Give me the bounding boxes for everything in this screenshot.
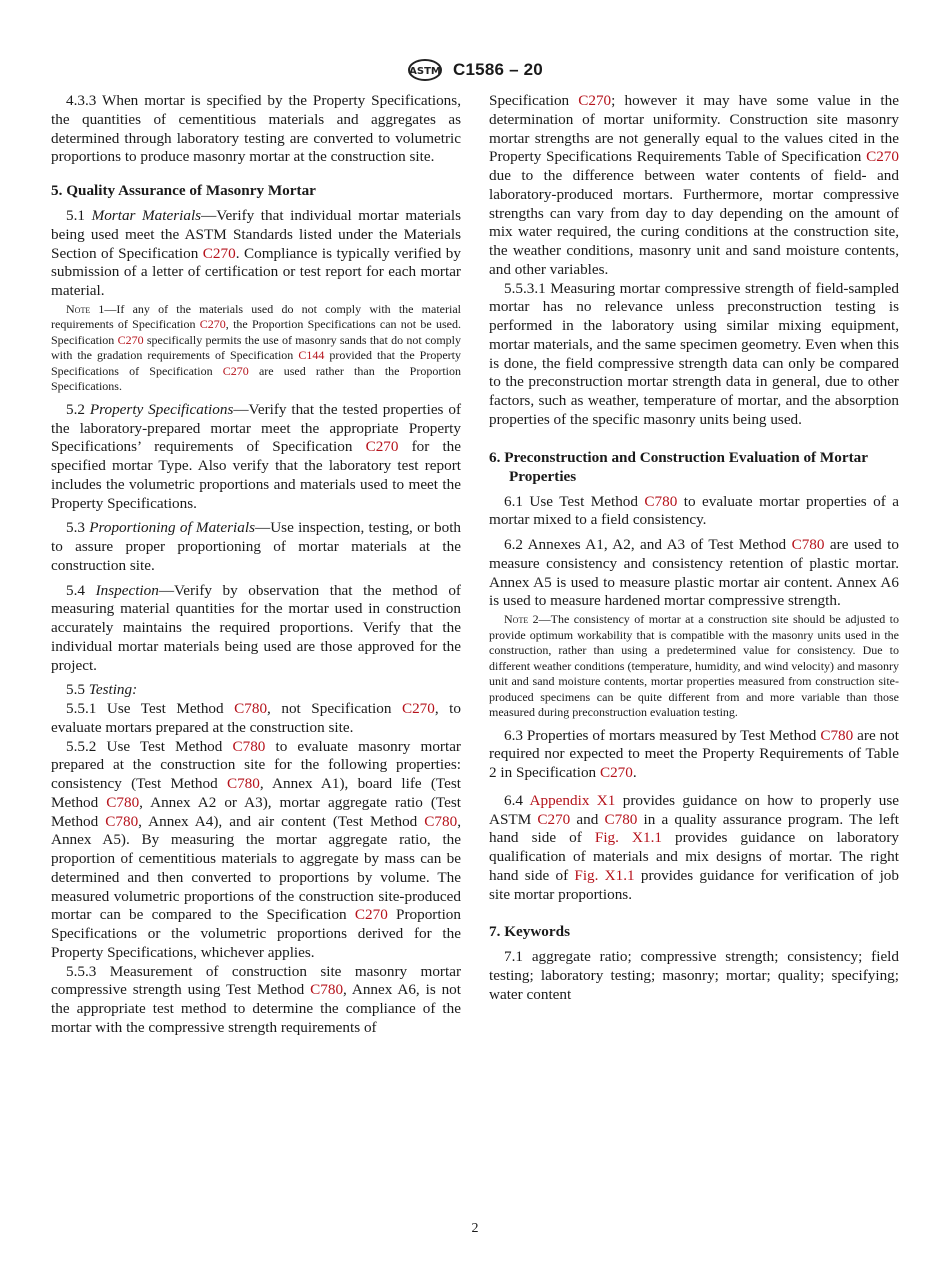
ref-link-fig-x1-1[interactable]: Fig. X1.1 <box>594 829 662 847</box>
ref-link-c780[interactable]: C780 <box>644 492 678 510</box>
para-5-5-3-1: 5.5.3.1 Measuring mortar compressive strength of field-sampled mortar has no relevance unless preconstruction testing is performed in the laboratory using similar mixing equipment, mortar materials, and the same specimen geometry. Even when this is done, the field compressive strength data can only be compared to the preconstruction mortar strength data in general, due to other factors, such as weather, temperature of mortar, and the absorption properties of the specific masonry units being used. <box>489 279 899 428</box>
ref-link-c270[interactable]: C270 <box>537 810 571 828</box>
ref-link-c270[interactable]: C270 <box>578 92 612 109</box>
ref-link-c780[interactable]: C780 <box>310 981 344 999</box>
ref-link-c780[interactable]: C780 <box>232 737 266 755</box>
ref-link-c270[interactable]: C270 <box>354 906 388 924</box>
ref-link-c270[interactable]: C270 <box>199 317 226 332</box>
para-6-4: 6.4 Appendix X1 provides guidance on how to properly use ASTM C270 and C780 in a quality assurance program. The left hand side of Fig. X1.1 provides guidance on laboratory qualification of materials and mix designs of mortar. The right hand side of Fig. X1.1 provides guidance for verification of job site mortar proportions. <box>489 791 899 903</box>
page-header <box>0 58 950 82</box>
logo-text: ASTM <box>409 66 441 77</box>
ref-link-c780[interactable]: C780 <box>105 812 139 830</box>
ref-link-c780[interactable]: C780 <box>226 775 260 792</box>
para-5-5-3: 5.5.3 Measurement of construction site masonry mortar compressive strength using Test Method C780, Annex A6, is not the appropriate test method to determine the compliance of the mortar with the compressive strength requirements of <box>51 962 461 1036</box>
ref-link-c780[interactable]: C780 <box>604 810 638 828</box>
para-5-5-3-continued: Specification C270; however it may have some value in the determination of mortar uniformity. Construction site masonry mortar strengths are not generally equal to the values cited in the Property Specifications Requirements Table of Specification C270 due to the difference between water contents of field- and laboratory-produced mortars. Furthermore, mortar compressive strengths can vary from day to day depending on the amount of mix water required, the curing conditions at the construction site, the weather conditions, masonry unit and sand moisture contents, and other variables. <box>489 92 899 278</box>
para-5-5: 5.5 Testing: <box>66 681 138 699</box>
ref-link-c144[interactable]: C144 <box>298 348 325 363</box>
ref-link-c780[interactable]: C780 <box>106 793 140 811</box>
section-7-heading: 7. Keywords <box>489 923 570 941</box>
para-5-4: 5.4 Inspection—Verify by observation that the method of measuring material quantities for the mortar used in construction accurately maintains the required proportions. Verify that the individual mortar materials being used are those approved for the project. <box>51 581 461 674</box>
ref-link-c780[interactable]: C780 <box>791 536 825 553</box>
ref-link-c270[interactable]: C270 <box>202 244 236 262</box>
section-6-heading: 6. Preconstruction and Construction Evaluation of Mortar Properties <box>489 448 868 485</box>
para-5-1: 5.1 Mortar Materials—Verify that individual mortar materials being used meet the ASTM Standards listed under the Materials Section of Specification C270. Compliance is typically verified by submission of a letter of certification or test report for each mortar material. <box>51 207 461 299</box>
ref-link-c270[interactable]: C270 <box>401 700 435 717</box>
left-column <box>51 92 461 1038</box>
note-1: Note 1—If any of the materials used do not comply with the material requirements of Specification C270, the Proportion Specifications can not be used. Specification C270 specifically permits the use of masonry sands that do not comply with the gradation requirements of Specification C144 provided that the Property Specifications of Specification C270 are used rather than the Proportion Specifications. <box>51 301 461 394</box>
section-5-heading: 5. Quality Assurance of Masonry Mortar <box>51 182 316 199</box>
ref-link-c270[interactable]: C270 <box>599 764 633 781</box>
para-4-3-3: 4.3.3 When mortar is specified by the Property Specifications, the quantities of cementitious materials and aggregates as determined through laboratory testing are converted to volumetric proportions to produce masonry mortar at the construction site. <box>51 92 461 166</box>
para-5-5-2: 5.5.2 Use Test Method C780 to evaluate masonry mortar prepared at the construction site for the following properties: consistency (Test Method C780, Annex A1), board life (Test Method C780, Annex A2 or A3), mortar aggregate ratio (Test Method C780, Annex A4), and air content (Test Method C780, Annex A5). By measuring the mortar aggregate ratio, the proportion of cementitious materials to aggregate by mass can be determined and then converted to proportions by volume. The measured volumetric proportions of the construction site-produced mortar can be compared to the Specification C270 Proportion Specifications or the volumetric proportions derived for the Property Specifications, whichever applies. <box>51 737 461 961</box>
right-column <box>489 92 899 1005</box>
para-5-3: 5.3 Proportioning of Materials—Use inspection, testing, or both to assure proper proportioning of mortar materials at the construction site. <box>51 519 462 574</box>
ref-link-c780[interactable]: C780 <box>234 700 268 717</box>
ref-link-c270[interactable]: C270 <box>866 148 899 166</box>
ref-link-c780[interactable]: C780 <box>424 812 458 830</box>
astm-logo-icon <box>407 58 443 82</box>
ref-link-appendix-x1[interactable]: Appendix X1 <box>529 791 616 809</box>
ref-link-c270[interactable]: C270 <box>117 332 144 347</box>
page-number: 2 <box>471 1221 479 1236</box>
ref-link-c270[interactable]: C270 <box>222 363 249 378</box>
ref-link-c780[interactable]: C780 <box>820 726 854 744</box>
para-5-5-1: 5.5.1 Use Test Method C780, not Specification C270, to evaluate mortars prepared at the construction site. <box>51 700 461 736</box>
para-6-3: 6.3 Properties of mortars measured by Test Method C780 are not required nor expected to meet the Property Requirements of Table 2 in Specification C270. <box>489 726 899 781</box>
document-id: C1586 – 20 <box>453 60 543 79</box>
note-2: Note 2—The consistency of mortar at a construction site should be adjusted to provide optimum workability that is compatible with the masonry units used in the construction, rather than using a predetermined value for consistency. Due to different weather conditions (temperature, humidity, and wind velocity) and masonry unit and sand moisture contents, mortar properties measured from construction site-produced specimens can be quite different from and more variable than those measured during preconstruction evaluation testing. <box>489 612 899 719</box>
ref-link-c270[interactable]: C270 <box>365 438 399 456</box>
para-7-1: 7.1 aggregate ratio; compressive strength; consistency; field testing; laboratory testing; masonry; mortar; quality; specifying; water content <box>489 948 899 1003</box>
para-6-1: 6.1 Use Test Method C780 to evaluate mortar properties of a mortar mixed to a field consistency. <box>489 492 899 529</box>
ref-link-fig-x1-1[interactable]: Fig. X1.1 <box>574 866 635 884</box>
para-5-2: 5.2 Property Specifications—Verify that the tested properties of the laboratory-prepared mortar meet the appropriate Property Specifications’ requirements of Specification C270 for the specified mortar Type. Also verify that the laboratory test report includes the volumetric proportions and materials used to meet the Property Specifications. <box>51 400 462 512</box>
para-6-2: 6.2 Annexes A1, A2, and A3 of Test Method C780 are used to measure consistency and consistency retention of plastic mortar. Annex A5 is used to measure plastic mortar air content. Annex A6 is used to measure hardened mortar compressive strength. <box>489 536 899 610</box>
